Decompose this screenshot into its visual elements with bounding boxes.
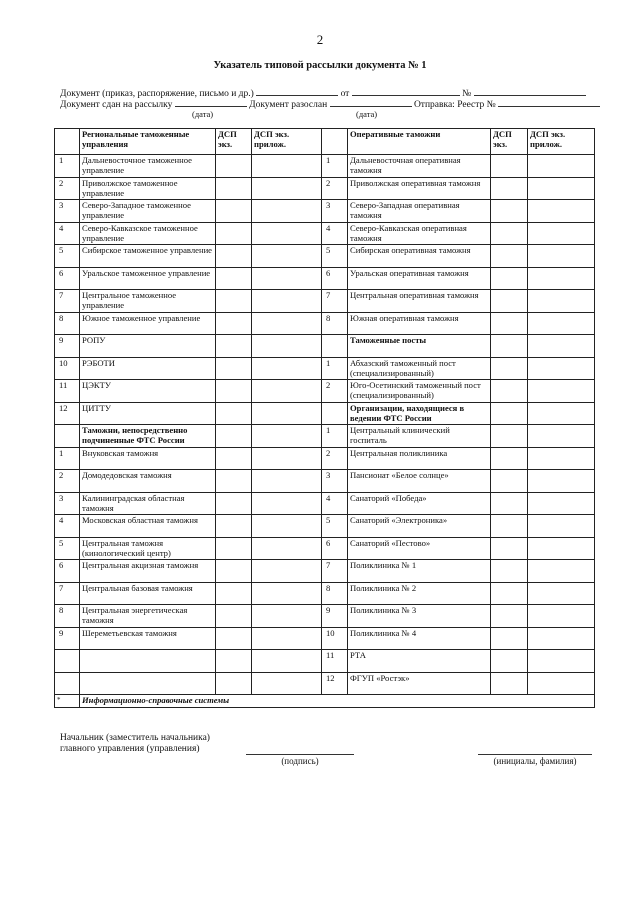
right-dsp-attachment-copies[interactable] xyxy=(528,560,595,583)
right-dsp-copies[interactable] xyxy=(491,650,528,673)
right-row-number: 5 xyxy=(322,245,348,268)
right-dsp-attachment-copies[interactable] xyxy=(528,650,595,673)
registry-number-field[interactable] xyxy=(498,97,600,107)
left-dsp-copies[interactable] xyxy=(216,200,252,223)
left-dsp-copies[interactable] xyxy=(216,222,252,245)
right-entity-name: РТА xyxy=(348,650,491,673)
table-row xyxy=(55,582,595,605)
right-dsp-attachment-copies[interactable] xyxy=(528,402,595,425)
left-entity-name: Таможни, непосредственно подчиненные ФТС России xyxy=(80,425,216,448)
right-row-number: 1 xyxy=(322,357,348,380)
table-row xyxy=(55,402,595,425)
table-row xyxy=(55,605,595,628)
right-dsp-copies[interactable] xyxy=(491,267,528,290)
meta-line-2 xyxy=(60,97,600,111)
doc-type-label: Документ (приказ, распоряжение, письмо и др.) xyxy=(60,89,254,99)
left-row-number: 10 xyxy=(55,357,80,380)
table-row xyxy=(55,222,595,245)
right-dsp-copies[interactable] xyxy=(491,380,528,403)
right-dsp-attachment-copies[interactable] xyxy=(528,200,595,223)
left-entity-name: Центральная акцизная таможня xyxy=(80,560,216,583)
left-dsp-attachment-copies[interactable] xyxy=(252,290,322,313)
left-entity-name: Южное таможенное управление xyxy=(80,312,216,335)
left-entity-name: Внуковская таможня xyxy=(80,447,216,470)
left-entity-name: Приволжское таможенное управление xyxy=(80,177,216,200)
dispatch-label: Отправка: Реестр № xyxy=(413,100,496,110)
right-row-number: 6 xyxy=(322,267,348,290)
table-row xyxy=(55,447,595,470)
signature-caption: (подпись) xyxy=(281,756,319,766)
right-dsp-attachment-copies[interactable] xyxy=(528,605,595,628)
right-row-number: 9 xyxy=(322,605,348,628)
right-entity-name: Северо-Западная оперативная таможня xyxy=(348,200,491,223)
left-dsp-copies[interactable] xyxy=(216,605,252,628)
right-row-number: 5 xyxy=(322,515,348,538)
right-entity-name: Центральная поликлиника xyxy=(348,447,491,470)
table-row xyxy=(55,312,595,335)
right-row-number: 8 xyxy=(322,582,348,605)
left-dsp-copies[interactable] xyxy=(216,425,252,448)
table-row xyxy=(55,492,595,515)
left-dsp-attachment-copies[interactable] xyxy=(252,245,322,268)
right-dsp-attachment-copies[interactable] xyxy=(528,627,595,650)
right-dsp-copies[interactable] xyxy=(491,335,528,358)
left-dsp-attachment-copies[interactable] xyxy=(252,222,322,245)
left-dsp-attachment-copies[interactable] xyxy=(252,582,322,605)
table-row xyxy=(55,177,595,200)
right-dsp-copies[interactable] xyxy=(491,605,528,628)
left-entity-name: Дальневосточное таможенное управление xyxy=(80,155,216,178)
right-entity-name: Санаторий «Победа» xyxy=(348,492,491,515)
left-dsp-attachment-copies[interactable] xyxy=(252,627,322,650)
left-row-number: 2 xyxy=(55,470,80,493)
footer-mark: * xyxy=(55,695,80,708)
left-dsp-copies[interactable] xyxy=(216,650,252,673)
right-entity-name: Поликлиника № 2 xyxy=(348,582,491,605)
left-entity-name: Шереметьевская таможня xyxy=(80,627,216,650)
left-entity-name xyxy=(80,672,216,695)
sent-date-field[interactable] xyxy=(330,97,412,107)
left-dsp-copies[interactable] xyxy=(216,515,252,538)
right-row-number: 8 xyxy=(322,312,348,335)
signature-line[interactable] xyxy=(246,754,354,755)
document-title: Указатель типовой рассылки документа № 1 xyxy=(213,60,427,71)
left-row-number: 4 xyxy=(55,515,80,538)
right-dsp-copies[interactable] xyxy=(491,560,528,583)
right-dsp-attachment-copies[interactable] xyxy=(528,312,595,335)
left-dsp-copies[interactable] xyxy=(216,582,252,605)
left-dsp-attachment-copies[interactable] xyxy=(252,537,322,560)
right-row-number: 4 xyxy=(322,222,348,245)
table-row xyxy=(55,650,595,673)
left-dsp-copies[interactable] xyxy=(216,672,252,695)
right-entity-name: Сибирская оперативная таможня xyxy=(348,245,491,268)
left-row-number: 2 xyxy=(55,177,80,200)
left-dsp-attachment-copies[interactable] xyxy=(252,402,322,425)
right-dsp-copies[interactable] xyxy=(491,290,528,313)
left-row-number: 1 xyxy=(55,155,80,178)
right-entity-name: Таможенные посты xyxy=(348,335,491,358)
left-dsp-attachment-copies[interactable] xyxy=(252,267,322,290)
number-label: № xyxy=(462,89,472,99)
right-dsp-copies[interactable] xyxy=(491,672,528,695)
left-entity-name: Северо-Кавказское таможенное управление xyxy=(80,222,216,245)
table-row xyxy=(55,537,595,560)
left-dsp-attachment-copies[interactable] xyxy=(252,470,322,493)
right-row-number: 1 xyxy=(322,155,348,178)
header-num-right xyxy=(322,129,348,155)
right-dsp-attachment-copies[interactable] xyxy=(528,515,595,538)
right-dsp-copies[interactable] xyxy=(491,245,528,268)
left-dsp-attachment-copies[interactable] xyxy=(252,492,322,515)
table-footer-row xyxy=(55,695,595,708)
right-dsp-attachment-copies[interactable] xyxy=(528,537,595,560)
table-row xyxy=(55,335,595,358)
left-dsp-attachment-copies[interactable] xyxy=(252,177,322,200)
left-entity-name: Центральная энергетическая таможня xyxy=(80,605,216,628)
left-entity-name: Центральная таможня (кинологический центр) xyxy=(80,537,216,560)
right-dsp-attachment-copies[interactable] xyxy=(528,357,595,380)
left-dsp-attachment-copies[interactable] xyxy=(252,560,322,583)
header-dsp-right: ДСП экз. xyxy=(491,129,528,155)
right-dsp-copies[interactable] xyxy=(491,200,528,223)
submitted-label: Документ сдан на рассылку xyxy=(60,100,173,110)
left-entity-name: Московская областная таможня xyxy=(80,515,216,538)
left-row-number: 6 xyxy=(55,560,80,583)
left-entity-name: Домодедовская таможня xyxy=(80,470,216,493)
right-entity-name: Уральская оперативная таможня xyxy=(348,267,491,290)
right-entity-name: Поликлиника № 4 xyxy=(348,627,491,650)
right-entity-name: Поликлиника № 3 xyxy=(348,605,491,628)
left-row-number: 12 xyxy=(55,402,80,425)
left-entity-name xyxy=(80,650,216,673)
left-dsp-copies[interactable] xyxy=(216,245,252,268)
left-dsp-copies[interactable] xyxy=(216,402,252,425)
header-dsp-att-left: ДСП экз. прилож. xyxy=(252,129,322,155)
right-dsp-copies[interactable] xyxy=(491,155,528,178)
right-row-number: 11 xyxy=(322,650,348,673)
sent-label: Документ разослан xyxy=(249,100,328,110)
right-dsp-copies[interactable] xyxy=(491,470,528,493)
right-row-number: 4 xyxy=(322,492,348,515)
left-entity-name: Калининградская областная таможня xyxy=(80,492,216,515)
left-dsp-attachment-copies[interactable] xyxy=(252,605,322,628)
right-dsp-copies[interactable] xyxy=(491,312,528,335)
left-dsp-copies[interactable] xyxy=(216,560,252,583)
table-row xyxy=(55,380,595,403)
doc-type-field[interactable] xyxy=(256,86,338,96)
left-row-number: 4 xyxy=(55,222,80,245)
table-row xyxy=(55,290,595,313)
left-entity-name: РЭБОТИ xyxy=(80,357,216,380)
left-dsp-attachment-copies[interactable] xyxy=(252,447,322,470)
left-dsp-copies[interactable] xyxy=(216,155,252,178)
left-row-number: 8 xyxy=(55,312,80,335)
left-row-number: 7 xyxy=(55,582,80,605)
left-dsp-attachment-copies[interactable] xyxy=(252,200,322,223)
footer-info-systems: Информационно-справочные системы xyxy=(80,695,595,708)
left-dsp-copies[interactable] xyxy=(216,312,252,335)
submitted-date-field[interactable] xyxy=(175,97,247,107)
right-row-number: 1 xyxy=(322,425,348,448)
right-dsp-attachment-copies[interactable] xyxy=(528,245,595,268)
table-header-row xyxy=(55,129,595,155)
left-row-number xyxy=(55,425,80,448)
right-entity-name: Дальневосточная оперативная таможня xyxy=(348,155,491,178)
left-row-number: 5 xyxy=(55,245,80,268)
right-dsp-attachment-copies[interactable] xyxy=(528,267,595,290)
right-row-number: 7 xyxy=(322,290,348,313)
left-row-number: 11 xyxy=(55,380,80,403)
left-dsp-attachment-copies[interactable] xyxy=(252,312,322,335)
right-dsp-copies[interactable] xyxy=(491,537,528,560)
right-entity-name: Пансионат «Белое солнце» xyxy=(348,470,491,493)
table-row xyxy=(55,267,595,290)
right-entity-name: Абхазский таможенный пост (специализированный) xyxy=(348,357,491,380)
left-dsp-copies[interactable] xyxy=(216,357,252,380)
left-row-number: 8 xyxy=(55,605,80,628)
right-dsp-attachment-copies[interactable] xyxy=(528,447,595,470)
right-entity-name: Юго-Осетинский таможенный пост (специализированный) xyxy=(348,380,491,403)
left-row-number: 3 xyxy=(55,492,80,515)
right-entity-name: Санаторий «Пестово» xyxy=(348,537,491,560)
signer-title-line1: Начальник (заместитель начальника) xyxy=(60,733,210,743)
right-entity-name: Центральный клинический госпиталь xyxy=(348,425,491,448)
right-entity-name: Южная оперативная таможня xyxy=(348,312,491,335)
right-dsp-attachment-copies[interactable] xyxy=(528,155,595,178)
from-label: от xyxy=(340,89,350,99)
left-entity-name: ЦИТТУ xyxy=(80,402,216,425)
header-num-left xyxy=(55,129,80,155)
right-row-number: 7 xyxy=(322,560,348,583)
right-dsp-attachment-copies[interactable] xyxy=(528,492,595,515)
right-entity-name: Северо-Кавказская оперативная таможня xyxy=(348,222,491,245)
table-row xyxy=(55,515,595,538)
right-row-number xyxy=(322,402,348,425)
table-row xyxy=(55,425,595,448)
right-row-number: 2 xyxy=(322,177,348,200)
date-caption-submitted: (дата) xyxy=(192,109,214,119)
date-caption-sent: (дата) xyxy=(356,109,378,119)
right-row-number: 2 xyxy=(322,380,348,403)
table-row xyxy=(55,245,595,268)
right-entity-name: Санаторий «Электроника» xyxy=(348,515,491,538)
right-dsp-copies[interactable] xyxy=(491,357,528,380)
name-line[interactable] xyxy=(478,754,592,755)
table-row xyxy=(55,560,595,583)
left-dsp-copies[interactable] xyxy=(216,335,252,358)
left-row-number xyxy=(55,650,80,673)
left-dsp-copies[interactable] xyxy=(216,380,252,403)
left-dsp-copies[interactable] xyxy=(216,290,252,313)
right-dsp-attachment-copies[interactable] xyxy=(528,290,595,313)
header-dsp-att-right: ДСП экз. прилож. xyxy=(528,129,595,155)
left-row-number: 9 xyxy=(55,627,80,650)
left-entity-name: Сибирское таможенное управление xyxy=(80,245,216,268)
doc-number-field[interactable] xyxy=(474,86,586,96)
left-dsp-attachment-copies[interactable] xyxy=(252,425,322,448)
left-dsp-copies[interactable] xyxy=(216,470,252,493)
right-dsp-copies[interactable] xyxy=(491,447,528,470)
right-row-number: 3 xyxy=(322,200,348,223)
right-dsp-attachment-copies[interactable] xyxy=(528,335,595,358)
right-row-number: 2 xyxy=(322,447,348,470)
right-dsp-attachment-copies[interactable] xyxy=(528,470,595,493)
right-row-number xyxy=(322,335,348,358)
table-row xyxy=(55,627,595,650)
right-entity-name: Организации, находящиеся в ведении ФТС России xyxy=(348,402,491,425)
left-row-number: 5 xyxy=(55,537,80,560)
left-dsp-attachment-copies[interactable] xyxy=(252,335,322,358)
signer-title xyxy=(60,733,210,755)
header-dsp-left: ДСП экз. xyxy=(216,129,252,155)
left-row-number: 1 xyxy=(55,447,80,470)
table-row xyxy=(55,470,595,493)
table-row xyxy=(55,357,595,380)
left-dsp-copies[interactable] xyxy=(216,492,252,515)
name-caption: (инициалы, фамилия) xyxy=(493,756,577,766)
table-row xyxy=(55,155,595,178)
right-dsp-copies[interactable] xyxy=(491,582,528,605)
right-row-number: 12 xyxy=(322,672,348,695)
right-dsp-copies[interactable] xyxy=(491,425,528,448)
right-row-number: 10 xyxy=(322,627,348,650)
left-row-number: 9 xyxy=(55,335,80,358)
right-dsp-copies[interactable] xyxy=(491,222,528,245)
signer-title-line2: главного управления (управления) xyxy=(60,744,200,754)
left-dsp-attachment-copies[interactable] xyxy=(252,672,322,695)
right-dsp-attachment-copies[interactable] xyxy=(528,672,595,695)
left-entity-name: Центральная базовая таможня xyxy=(80,582,216,605)
left-entity-name: ЦЭКТУ xyxy=(80,380,216,403)
left-dsp-copies[interactable] xyxy=(216,447,252,470)
left-dsp-copies[interactable] xyxy=(216,537,252,560)
left-row-number: 7 xyxy=(55,290,80,313)
right-dsp-attachment-copies[interactable] xyxy=(528,222,595,245)
right-dsp-attachment-copies[interactable] xyxy=(528,425,595,448)
right-dsp-copies[interactable] xyxy=(491,515,528,538)
right-entity-name: Поликлиника № 1 xyxy=(348,560,491,583)
right-dsp-copies[interactable] xyxy=(491,177,528,200)
table-row xyxy=(55,200,595,223)
right-entity-name: Центральная оперативная таможня xyxy=(348,290,491,313)
right-entity-name: ФГУП «Ростэк» xyxy=(348,672,491,695)
left-entity-name: РОПУ xyxy=(80,335,216,358)
right-row-number: 3 xyxy=(322,470,348,493)
right-dsp-copies[interactable] xyxy=(491,402,528,425)
right-dsp-copies[interactable] xyxy=(491,627,528,650)
left-row-number xyxy=(55,672,80,695)
left-dsp-copies[interactable] xyxy=(216,267,252,290)
header-regional: Региональные таможенные управления xyxy=(80,129,216,155)
doc-date-field[interactable] xyxy=(352,86,460,96)
right-row-number: 6 xyxy=(322,537,348,560)
left-dsp-attachment-copies[interactable] xyxy=(252,650,322,673)
left-dsp-attachment-copies[interactable] xyxy=(252,155,322,178)
page-number: 2 xyxy=(316,32,324,47)
left-dsp-attachment-copies[interactable] xyxy=(252,515,322,538)
left-entity-name: Центральное таможенное управление xyxy=(80,290,216,313)
right-entity-name: Приволжская оперативная таможня xyxy=(348,177,491,200)
left-dsp-copies[interactable] xyxy=(216,627,252,650)
left-entity-name: Северо-Западное таможенное управление xyxy=(80,200,216,223)
distribution-table xyxy=(54,128,595,708)
left-row-number: 6 xyxy=(55,267,80,290)
table-row xyxy=(55,672,595,695)
left-dsp-attachment-copies[interactable] xyxy=(252,380,322,403)
left-entity-name: Уральское таможенное управление xyxy=(80,267,216,290)
right-dsp-attachment-copies[interactable] xyxy=(528,380,595,403)
right-dsp-attachment-copies[interactable] xyxy=(528,582,595,605)
header-operational: Оперативные таможни xyxy=(348,129,491,155)
right-dsp-copies[interactable] xyxy=(491,492,528,515)
right-dsp-attachment-copies[interactable] xyxy=(528,177,595,200)
left-row-number: 3 xyxy=(55,200,80,223)
left-dsp-copies[interactable] xyxy=(216,177,252,200)
left-dsp-attachment-copies[interactable] xyxy=(252,357,322,380)
